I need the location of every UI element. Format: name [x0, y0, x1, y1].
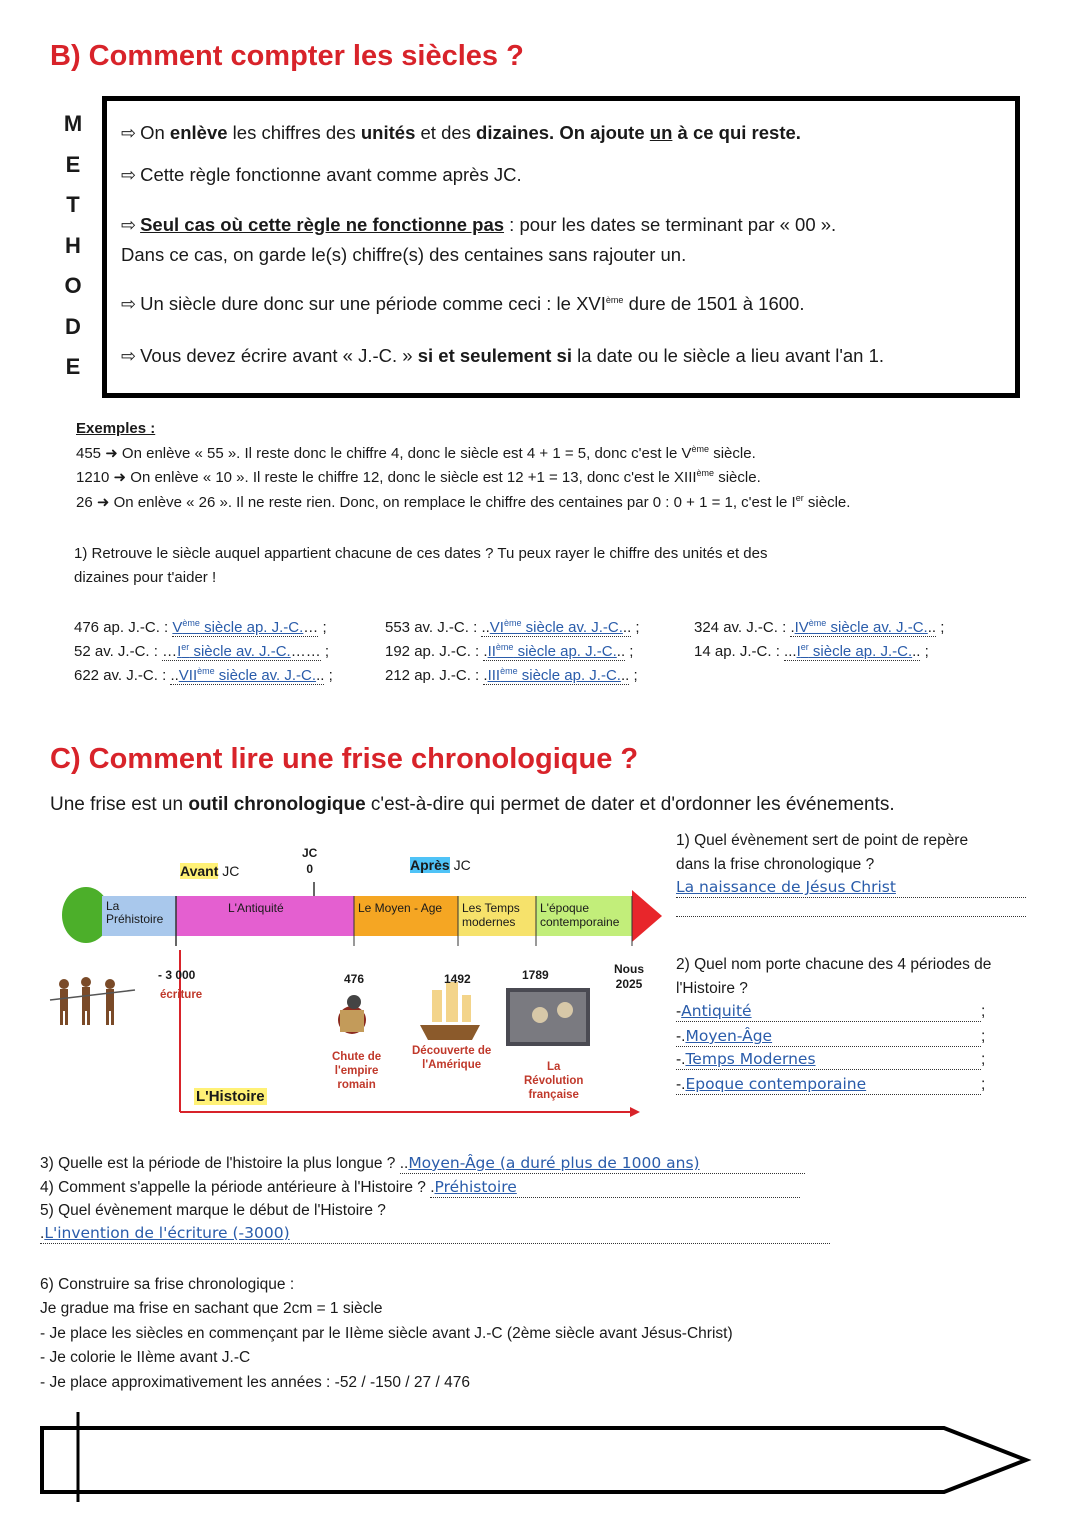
date-minus-3000: - 3 000: [158, 968, 196, 982]
rule-3-detail: Dans ce cas, on garde le(s) chiffre(s) des centaines sans rajouter un.: [121, 244, 687, 265]
answer-row: 553 av. J.-C. : ..VIème siècle av. J.-C... ;: [385, 618, 640, 636]
question-5: 5) Quel évènement marque le début de l'Histoire ?: [40, 1202, 386, 1219]
question-6-title: 6) Construire sa frise chronologique :: [40, 1276, 295, 1293]
date-476: 476: [344, 972, 365, 986]
answer-row: 14 ap. J.-C. : ...Ier siècle ap. J.-C... ;: [694, 642, 929, 660]
rule-4: ⇨ Un siècle dure donc sur une période comme ceci : le XVIème dure de 1501 à 1600.: [121, 293, 805, 314]
question-1-line1: 1) Retrouve le siècle auquel appartient chacune de ces dates ? Tu peux rayer le chiffre des unités et des: [74, 545, 768, 562]
label-ecriture: écriture: [160, 989, 203, 1001]
roman-warrior-icon: [338, 995, 366, 1034]
question-4: 4) Comment s'appelle la période antérieure à l'Histoire ? .Préhistoire: [40, 1178, 800, 1198]
question-5-answer: .L'invention de l'écriture (-3000): [40, 1224, 830, 1244]
examples-title: Exemples :: [76, 420, 156, 437]
rule-1: ⇨ On enlève les chiffres des unités et des dizaines. On ajoute un à ce qui reste.: [121, 122, 801, 143]
section-c-title: C) Comment lire une frise chronologique ?: [50, 743, 639, 775]
rq2-line1: 2) Quel nom porte chacune des 4 périodes de: [676, 956, 992, 973]
method-letter: E: [65, 354, 81, 379]
answer-row: 52 av. J.-C. : …Ier siècle av. J.-C.…… ;: [74, 642, 330, 660]
rq1-line1: 1) Quel évènement sert de point de repère: [676, 832, 969, 849]
period-answer: -.Epoque contemporaine ;: [676, 1075, 986, 1093]
rq2-line2: l'Histoire ?: [676, 980, 748, 997]
question-6-line3: - Je place les siècles en commençant par le IIème siècle avant J.-C (2ème siècle avant Jésus-Christ): [40, 1325, 733, 1342]
section-b-title: B) Comment compter les siècles ?: [50, 40, 524, 72]
question-1-line2: dizaines pour t'aider !: [74, 569, 217, 586]
prehistoric-men-icon: [50, 977, 135, 1025]
label-antiquite: L'Antiquité: [228, 901, 284, 915]
blank-timeline: [36, 1410, 1036, 1505]
example-3: 26 ➜ On enlève « 26 ». Il ne reste rien. Donc, on remplace le chiffre des centaines par 0 : 0 + 1 = 1, c'est le Ier siècle.: [76, 493, 851, 511]
answer-row: 212 ap. J.-C. : .IIIème siècle ap. J.-C... ;: [385, 666, 638, 684]
hollow-arrow-icon: ⇨: [121, 215, 137, 235]
label-moyen-age: Le Moyen - Age: [358, 901, 443, 915]
avant-jc-label: Avant JC: [180, 863, 240, 879]
answer-row: 324 av. J.-C. : .IVème siècle av. J.-C... ;: [694, 618, 945, 636]
period-answer: -.Temps Modernes ;: [676, 1050, 986, 1068]
hollow-arrow-icon: ⇨: [121, 123, 137, 143]
label-contemporaine: L'époque contemporaine: [540, 901, 620, 929]
rq1-answer: La naissance de Jésus Christ: [676, 878, 1026, 898]
answer-row: 622 av. J.-C. : ..VIIème siècle av. J.-C... ;: [74, 666, 333, 684]
hollow-arrow-icon: ⇨: [121, 165, 137, 185]
label-prehistoire: La Préhistoire: [106, 899, 164, 926]
period-answer: -.Moyen-Âge ;: [676, 1027, 986, 1045]
answer-row: 476 ap. J.-C. : Vème siècle ap. J.-C.… ;: [74, 618, 327, 636]
question-6-line4: - Je colorie le IIème avant J.-C: [40, 1349, 251, 1366]
date-nous-2025: Nous 2025: [614, 962, 644, 991]
rule-2: ⇨ Cette règle fonctionne avant comme après JC.: [121, 164, 522, 185]
period-answer: -Antiquité ;: [676, 1002, 986, 1020]
date-1789: 1789: [522, 968, 549, 982]
timeline-arrow-head: [632, 890, 662, 942]
question-6-line2: Je gradue ma frise en sachant que 2cm = 1 siècle: [40, 1300, 383, 1317]
method-letter: M: [63, 111, 83, 136]
hollow-arrow-icon: ⇨: [121, 346, 137, 366]
timeline-figure: [40, 840, 670, 1125]
answer-row: 192 ap. J.-C. : .IIème siècle ap. J.-C... ;: [385, 642, 634, 660]
rq1-line2: dans la frise chronologique ?: [676, 856, 875, 873]
date-1492: 1492: [444, 972, 471, 986]
method-letter: O: [64, 273, 82, 298]
jc-zero-label: JC 0: [302, 846, 318, 876]
rule-5: ⇨ Vous devez écrire avant « J.-C. » si et seulement si la date ou le siècle a lieu avant l'an 1.: [121, 345, 885, 366]
example-1: 455 ➜ On enlève « 55 ». Il reste donc le chiffre 4, donc le siècle est 4 + 1 = 5, donc c'est le Vème siècle.: [76, 444, 756, 462]
rule-3: ⇨ Seul cas où cette règle ne fonctionne pas : pour les dates se terminant par « 00 ».: [121, 214, 837, 235]
apres-jc-label: Après JC: [410, 857, 471, 873]
caravel-ship-icon: [420, 982, 480, 1040]
method-vertical-label: [58, 104, 88, 388]
method-letter: D: [65, 313, 81, 339]
method-letter: T: [66, 192, 80, 217]
method-letter: E: [65, 151, 81, 177]
event-decouverte-amerique: Découverte de l'Amérique: [412, 1045, 492, 1071]
label-temps-modernes: Les Temps modernes: [462, 901, 520, 929]
event-revolution: La Révolution française: [524, 1061, 584, 1101]
section-c-intro: Une frise est un outil chronologique c'est-à-dire qui permet de dater et d'ordonner les événements.: [50, 794, 895, 815]
method-box: [102, 96, 1020, 398]
example-2: 1210 ➜ On enlève « 10 ». Il reste le chiffre 12, donc le siècle est 12 +1 = 13, donc c'est le XIIIème siècle.: [76, 468, 761, 486]
rq1-blank-line: [676, 916, 1026, 917]
method-letter: H: [65, 232, 81, 258]
question-6-line5: - Je place approximativement les années : -52 / -150 / 27 / 476: [40, 1374, 470, 1391]
label-histoire: L'Histoire: [196, 1088, 265, 1105]
question-3: 3) Quelle est la période de l'histoire la plus longue ? ..Moyen-Âge (a duré plus de 1000 ans): [40, 1154, 805, 1174]
hollow-arrow-icon: ⇨: [121, 294, 137, 314]
event-chute-empire: Chute de l'empire romain: [332, 1051, 382, 1091]
